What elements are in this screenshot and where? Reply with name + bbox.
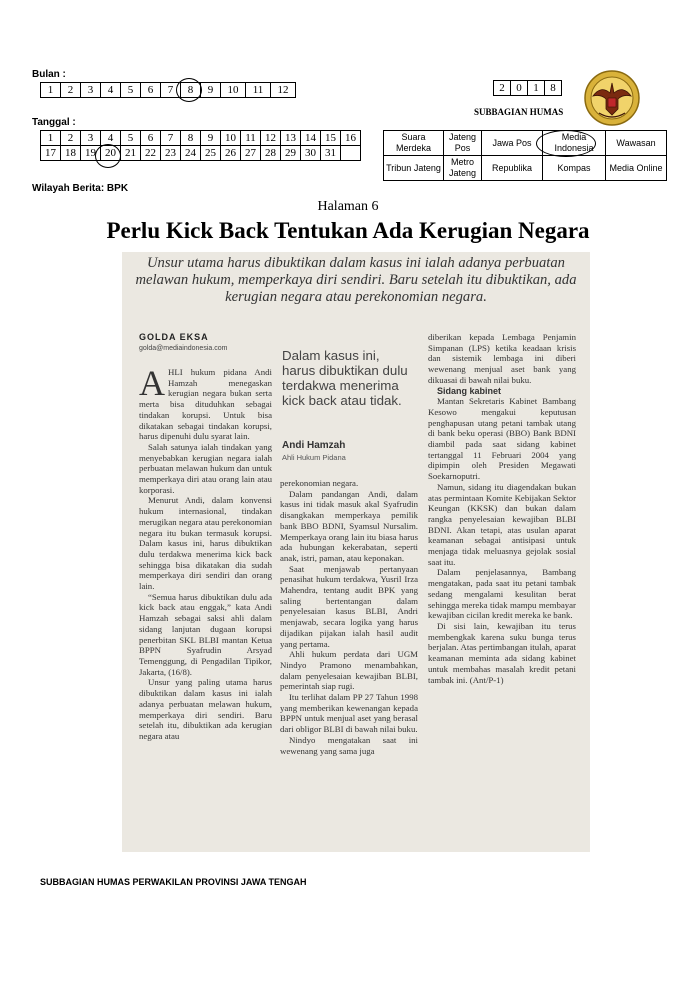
date-cell: 17: [41, 146, 61, 161]
wilayah-berita: Wilayah Berita: BPK: [32, 183, 129, 194]
date-cell: 5: [121, 131, 141, 146]
month-cell: 2: [61, 83, 81, 98]
media-cell: Kompas: [543, 156, 606, 181]
paragraph: Itu terlihat dalam PP 27 Tahun 1998 yang memberikan kewenangan kepada BPPN untuk menjual aset yang berasal dari obligor BLBI di bawah nilai buku.: [280, 692, 418, 735]
date-cell: 24: [181, 146, 201, 161]
month-cell: 3: [81, 83, 101, 98]
pull-quote-name: Andi Hamzah: [282, 440, 346, 451]
paragraph: Menurut Andi, dalam konvensi hukum internasional, tindakan merugikan negara atau perekonomian negara itu bukan termasuk korupsi. Dalam kasus ini, harus dibuktikan dulu terdakwa menerima kick back sehingga bisa dikatakan dia sudah memperkaya diri sendiri dan orang lain.: [139, 495, 272, 592]
media-cell: Suara Merdeka: [384, 131, 444, 156]
month-cell: 1: [41, 83, 61, 98]
date-cell: 21: [121, 146, 141, 161]
date-cell: 3: [81, 131, 101, 146]
article-column-2: [280, 478, 418, 756]
pull-quote-role: Ahli Hukum Pidana: [282, 453, 346, 462]
date-cell: 30: [301, 146, 321, 161]
footer: SUBBAGIAN HUMAS PERWAKILAN PROVINSI JAWA TENGAH: [40, 877, 307, 887]
media-table: [383, 130, 667, 181]
paragraph: Saat menjawab pertanyaan penasihat hukum terdakwa, Yusril Irza Mahendra, tentang audit BPK yang saling bertentangan dalam penyelesaian kasus BLBI, Andri menjawab, secara logika yang harus dijadikan pijakan ialah hasil audit yang pertama.: [280, 563, 418, 649]
year-box: [493, 80, 562, 96]
month-cell: 5: [121, 83, 141, 98]
date-grid: [40, 130, 361, 161]
paragraph: diberikan kepada Lembaga Penjamin Simpanan (LPS) ketika keadaan krisis dan sistemik lembaga ini diberi wewenang menjual aset bank yang dikuasai di bawah nilai buku.: [428, 332, 576, 385]
date-cell: 8: [181, 131, 201, 146]
article-deck: Unsur utama harus dibuktikan dalam kasus ini ialah adanya perbuatan melawan hukum, memperkaya diri sendiri. Baru setelah itu dibuktikan, ada kerugian negara atau perekonomian negara.: [135, 255, 577, 305]
paragraph: [139, 363, 272, 442]
month-cell: 7: [161, 83, 181, 98]
date-cell: 27: [241, 146, 261, 161]
newspaper-clipping: [122, 252, 590, 852]
article-column-3: [428, 332, 576, 685]
date-cell: 19: [81, 146, 101, 161]
article-column-1: [139, 363, 272, 742]
bulan-label: Bulan :: [32, 69, 66, 80]
media-cell: Jateng Pos: [444, 131, 482, 156]
date-cell: 14: [301, 131, 321, 146]
date-cell: 13: [281, 131, 301, 146]
media-cell: Media Online: [606, 156, 667, 181]
paragraph: Dalam pandangan Andi, dalam kasus ini tidak masuk akal Syafrudin disangkakan memperkaya pemilik bank BBO BDNI, Syamsul Nursalim. Memperkaya orang lain itu biasa harus ada hubungan kekerabatan, seperti anak, istri, paman, atau keponakan.: [280, 488, 418, 563]
month-grid: [40, 82, 296, 98]
media-cell: Republika: [482, 156, 543, 181]
paragraph: Di sisi lain, kewajiban itu terus membengkak karena suku bunga terus berjalan. Atas pertimbangan itulah, aparat keamanan meminta ada sidang kabinet untuk membahas masalah kredit petani tambak ini. (Ant/P-1): [428, 620, 576, 685]
paragraph: perekonomian negara.: [280, 478, 359, 488]
date-cell: 23: [161, 146, 181, 161]
date-cell: 31: [321, 146, 341, 161]
date-cell: 6: [141, 131, 161, 146]
year-digit: 0: [511, 81, 528, 96]
date-cell: 29: [281, 146, 301, 161]
tanggal-label: Tanggal :: [32, 117, 76, 128]
date-cell: 9: [201, 131, 221, 146]
garuda-logo: [583, 69, 641, 127]
date-cell: 7: [161, 131, 181, 146]
year-digit: 2: [494, 81, 511, 96]
paragraph: Namun, sidang itu diagendakan bukan atas permintaan Komite Kebijakan Sektor Keungan (KKSK) dan bukan dalam rangka penyelesaian kewajiban BLBI BDNI. Akan tetapi, atas usulan aparat keamanan sebagai antisipasi untuk menjaga tidak meluasnya gejolak sosial saat itu.: [428, 481, 576, 567]
date-cell: 25: [201, 146, 221, 161]
month-cell: 12: [271, 83, 296, 98]
media-cell: Tribun Jateng: [384, 156, 444, 181]
subbagian-humas: SUBBAGIAN HUMAS: [474, 107, 564, 117]
paragraph: Nindyo mengatakan saat ini wewenang yang sama juga: [280, 734, 418, 756]
media-cell: Jawa Pos: [482, 131, 543, 156]
media-cell: Metro Jateng: [444, 156, 482, 181]
date-cell: 18: [61, 146, 81, 161]
date-cell: 2: [61, 131, 81, 146]
date-cell: 22: [141, 146, 161, 161]
subheading: Sidang kabinet: [437, 385, 502, 396]
paragraph: “Semua harus dibuktikan dulu ada kick back atau enggak,” kata Andi Hamzah sebagai saksi ahli dalam sidang lanjutan dugaan korupsi penerbitan SKL BLBI mantan Ketua BPPN Syafrudin Arsyad Temenggung, di Pengadilan Tipikor, Jakarta, (16/8).: [139, 591, 272, 677]
paragraph: Unsur yang paling utama harus dibuktikan dalam kasus ini ialah adanya perbuatan melawan hukum, memperkaya diri sendiri. Baru setelah itu, dibuktikan ada kerugian negara atau: [139, 677, 272, 741]
media-cell: Media Indonesia: [543, 131, 606, 156]
date-cell: [341, 146, 361, 161]
author-email: golda@mediaindonesia.com: [139, 345, 228, 352]
month-cell: 4: [101, 83, 121, 98]
date-cell: 15: [321, 131, 341, 146]
paragraph: Mantan Sekretaris Kabinet Bambang Kesowo mengakui keputusan penghapusan utang petani tambak utang di bank beku operasi (BBO) Bank BDNI diambil pada saat sidang kabinet tertanggal 11 Februari 2004 yang dipimpin oleh Presiden Megawati Soekarnoputri.: [428, 396, 576, 482]
paragraph: Ahli hukum perdata dari UGM Nindyo Pramono menambahkan, dalam penyelesaian kewajiban BLBI, pemerintah siap rugi.: [280, 649, 418, 692]
paragraph: Dalam penjelasannya, Bambang mengatakan, pada saat itu petani tambak sedang mengalami kesulitan berat sehingga mereka tidak mampu membayar kewajiban cicilan kredit mereka ke bank.: [428, 567, 576, 621]
headline: Perlu Kick Back Tentukan Ada Kerugian Negara: [106, 218, 590, 243]
month-cell: 9: [201, 83, 221, 98]
month-cell: 10: [221, 83, 246, 98]
date-cell: 11: [241, 131, 261, 146]
paragraph-text: HLI hukum pidana Andi Hamzah menegaskan kerugian negara bukan serta merta bisa dituduhkan sebagai tindakan korupsi. Untuk bisa dikatakan sebagai tindakan korupsi, harus dipenuhi dulu syarat lain.: [139, 367, 272, 442]
drop-cap: A: [139, 363, 165, 403]
month-cell: 6: [141, 83, 161, 98]
year-digit: 1: [528, 81, 545, 96]
month-cell: 8: [181, 83, 201, 98]
paragraph: Salah satunya ialah tindakan yang menyebabkan kerugian negara ialah perbuatan melawan hukum dan untuk memperkaya diri atau orang lain atau korporasi.: [139, 441, 272, 495]
month-cell: 11: [246, 83, 271, 98]
pull-quote: Dalam kasus ini, harus dibuktikan dulu terdakwa menerima kick back atau tidak.: [282, 348, 408, 408]
date-cell: 28: [261, 146, 281, 161]
date-cell: 26: [221, 146, 241, 161]
date-cell: 20: [101, 146, 121, 161]
date-cell: 12: [261, 131, 281, 146]
date-cell: 10: [221, 131, 241, 146]
year-digit: 8: [545, 81, 562, 96]
media-cell: Wawasan: [606, 131, 667, 156]
date-cell: 16: [341, 131, 361, 146]
author-byline: GOLDA EKSA: [139, 332, 209, 342]
page-number: Halaman 6: [317, 199, 379, 214]
date-cell: 4: [101, 131, 121, 146]
date-cell: 1: [41, 131, 61, 146]
